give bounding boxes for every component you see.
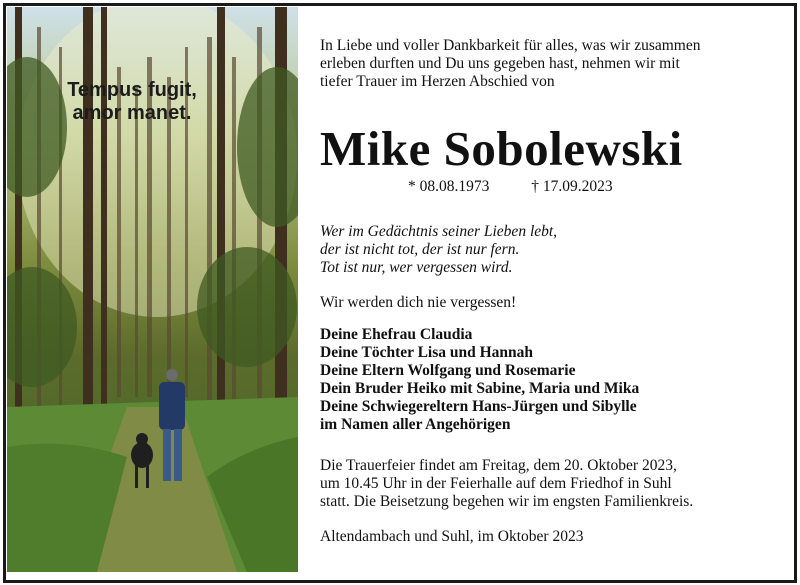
family-line: Dein Bruder Heiko mit Sabine, Maria und Mika — [320, 380, 640, 397]
caption-line-1: Tempus fugit, — [67, 79, 197, 101]
family-line: Deine Schwiegereltern Hans-Jürgen und Sibylle — [320, 398, 637, 415]
intro-paragraph — [320, 37, 760, 91]
ceremony-details — [320, 457, 760, 511]
family-line: Deine Ehefrau Claudia — [320, 326, 473, 343]
ceremony-line: um 10.45 Uhr in der Feierhalle auf dem Friedhof in Suhl — [320, 475, 672, 492]
poem-line: Wer im Gedächtnis seiner Lieben lebt, — [320, 223, 558, 240]
family-line: Deine Eltern Wolfgang und Rosemarie — [320, 362, 576, 379]
place-and-date: Altendambach und Suhl, im Oktober 2023 — [320, 528, 584, 545]
birth-date: * 08.08.1973 — [408, 178, 490, 195]
family-line: im Namen aller Angehörigen — [320, 416, 511, 433]
family-line: Deine Töchter Lisa und Hannah — [320, 344, 534, 361]
poem-line: der ist nicht tot, der ist nur fern. — [320, 241, 520, 258]
intro-line: In Liebe und voller Dankbarkeit für alles, was wir zusammen — [320, 37, 701, 54]
ceremony-line: Die Trauerfeier findet am Freitag, dem 20. Oktober 2023, — [320, 457, 677, 474]
memorial-poem — [320, 223, 557, 277]
photo-caption — [27, 79, 237, 125]
ceremony-line: statt. Die Beisetzung begehen wir im engsten Familienkreis. — [320, 493, 694, 510]
intro-line: erleben durften und Du uns gegeben hast, nehmen wir mit — [320, 55, 680, 72]
life-dates — [408, 178, 613, 196]
intro-line: tiefer Trauer im Herzen Abschied von — [320, 73, 555, 90]
deceased-name: Mike Sobolewski — [320, 121, 683, 176]
death-date: † 17.09.2023 — [531, 178, 613, 195]
family-list — [320, 326, 639, 434]
caption-line-2: amor manet. — [72, 102, 192, 124]
forest-photo — [7, 7, 298, 572]
never-forget-line: Wir werden dich nie vergessen! — [320, 294, 517, 311]
poem-line: Tot ist nur, wer vergessen wird. — [320, 259, 513, 276]
